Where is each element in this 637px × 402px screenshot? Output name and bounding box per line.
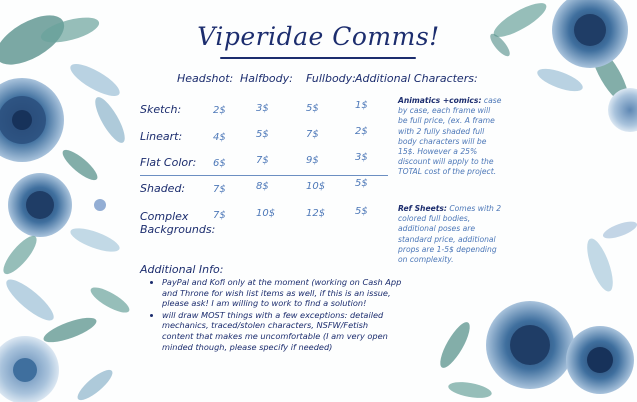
price-sketch-additional: 1$ (355, 100, 368, 111)
list-item: • PayPal and Kofi only at the moment (working on Cash App and Throne for wish list items as well, if this is an issue, please ask! I am willing to work to find a solution! (162, 277, 402, 309)
price-lineart-headshot: 4$ (213, 132, 226, 143)
table-divider (140, 175, 388, 176)
additional-info-list (152, 277, 402, 353)
animatics-note (398, 96, 502, 178)
price-lineart-fullbody: 7$ (306, 129, 319, 140)
price-complex-halfbody: 10$ (256, 208, 276, 219)
row-label-flat-color: Flat Color: (140, 156, 197, 169)
ref-sheets-heading: Ref Sheets: (398, 204, 447, 213)
column-header-halfbody: Halfbody: (240, 72, 293, 85)
column-header-headshot: Headshot: (177, 72, 234, 85)
ref-sheets-text: Comes with 2 colored full bodies, additional poses are standard price, additional props are 1-5$ depending on complexity. (398, 204, 502, 265)
price-lineart-additional: 2$ (355, 126, 368, 137)
column-header-fullbody: Fullbody: (306, 72, 356, 85)
price-lineart-halfbody: 5$ (256, 129, 269, 140)
price-shaded-fullbody: 10$ (306, 181, 326, 192)
row-label-shaded: Shaded: (140, 182, 186, 195)
row-label-sketch: Sketch: (140, 103, 182, 116)
price-complex-additional: 5$ (355, 206, 368, 217)
animatics-text: case by case, each frame will be full price, (ex. A frame with 2 fully shaded full body characters will be 15$. However a 25% discount will apply to the TOTAL cost of the project. (398, 96, 502, 177)
bottom-left-flowers (0, 274, 133, 402)
top-right-flowers (487, 0, 637, 132)
price-sketch-headshot: 2$ (213, 105, 226, 116)
row-label-lineart: Lineart: (140, 130, 183, 143)
page-title: Viperidae Comms! (197, 22, 440, 51)
price-flat-halfbody: 7$ (256, 155, 269, 166)
animatics-heading: Animatics +comics: (398, 96, 482, 105)
price-complex-fullbody: 12$ (306, 208, 326, 219)
price-flat-headshot: 6$ (213, 158, 226, 169)
price-complex-headshot: 7$ (213, 210, 226, 221)
price-flat-additional: 3$ (355, 152, 368, 163)
ref-sheets-note (398, 204, 502, 265)
price-shaded-headshot: 7$ (213, 184, 226, 195)
row-label-complex-backgrounds: Complex Backgrounds: (140, 210, 216, 236)
column-header-additional-characters: Additional Characters: (355, 72, 478, 85)
price-shaded-halfbody: 8$ (256, 181, 269, 192)
price-sketch-halfbody: 3$ (256, 103, 269, 114)
price-shaded-additional: 5$ (355, 178, 368, 189)
title-underline (220, 57, 416, 59)
additional-info-heading: Additional Info: (140, 263, 224, 276)
price-flat-fullbody: 9$ (306, 155, 319, 166)
list-item: • will draw MOST things with a few exceptions: detailed mechanics, traced/stolen characters, NSFW/Fetish content that makes me uncomfortable (I am very open minded though, please specify if needed) (162, 310, 402, 352)
price-sketch-fullbody: 5$ (306, 103, 319, 114)
